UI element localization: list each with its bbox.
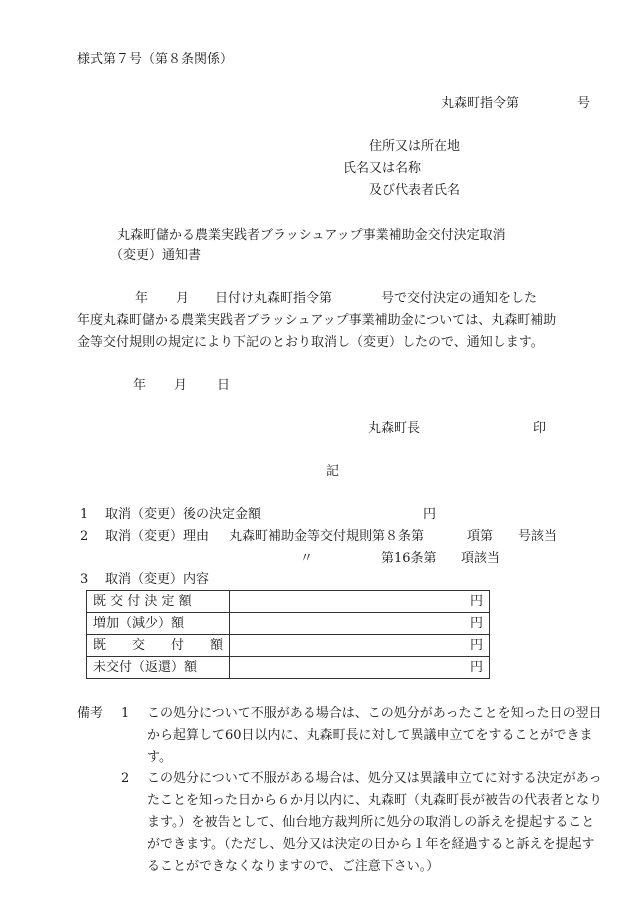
ki-heading: 記: [326, 464, 340, 479]
date-day: 日: [217, 378, 231, 393]
item-label: 取消（変更）内容: [105, 572, 210, 587]
item-number: 3: [80, 572, 89, 587]
body-month: 月: [176, 291, 190, 306]
reason-kou-16: 項該当: [461, 551, 501, 566]
remark-2-number: 2: [121, 771, 130, 786]
reason-rule-16: 第16条第: [381, 551, 437, 566]
document-number-suffix: 号: [577, 96, 591, 111]
table-row: [87, 613, 490, 635]
remark-1-text: この処分について不服がある場合は、この処分があったことを知った日の翌日から起算して60日以内に、丸森町長に対して異議申立てをすることができます。: [147, 706, 602, 765]
recipient-name: 氏名又は名称: [343, 161, 422, 176]
row-label: 既 交 付 額: [87, 635, 230, 657]
body-notice: 号で交付決定の通知をした: [381, 291, 538, 306]
date-year: 年: [133, 378, 147, 393]
item-number: 2: [80, 529, 89, 544]
row-value: 円: [230, 613, 490, 635]
body-year: 年: [135, 291, 149, 306]
body-dated: 日付け丸森町指令第: [215, 291, 333, 306]
item-1: [80, 505, 437, 525]
date-month: 月: [174, 378, 188, 393]
document-number-prefix: 丸森町指令第: [441, 96, 520, 111]
item-2: [80, 527, 558, 547]
row-label: 未交付（返還）額: [87, 657, 230, 679]
ditto-mark: 〃: [300, 551, 314, 566]
remark-2-text: この処分について不服がある場合は、処分又は異議申立てに対する決定があったことを知った日から６か月以内に、丸森町（丸森町長が被告の代表者となります。）を被告として、仙台地方裁判所に処分の取消しの訴えを提起することができます。（ただし、処分又は決定の日から１年を経過すると訴えを提起することができなくなりますので、ご注意下さい。）: [147, 771, 603, 874]
table-row: [87, 657, 490, 679]
remarks-label: 備考: [77, 706, 104, 721]
document-title: 丸森町儲かる農業実践者ブラッシュアップ事業補助金交付決定取消: [117, 228, 506, 243]
item-number: 1: [80, 507, 89, 522]
document-title-sub: （変更）通知書: [110, 248, 202, 263]
row-value: 円: [230, 657, 490, 679]
reason-kou: 項第: [467, 529, 494, 544]
seal-mark: 印: [533, 421, 547, 436]
body-line-2: 年度丸森町儲かる農業実践者ブラッシュアップ事業補助金については、丸森町補助: [77, 313, 557, 328]
row-value: 円: [230, 591, 490, 613]
body-line-3: 金等交付規則の規定により下記のとおり取消し（変更）したので、通知します。: [77, 335, 544, 350]
table-row: [87, 591, 490, 613]
table-row: [87, 635, 490, 657]
item-label: 取消（変更）理由: [105, 529, 210, 544]
amount-table: [86, 590, 490, 679]
row-value: 円: [230, 635, 490, 657]
recipient-representative: 及び代表者氏名: [369, 183, 461, 198]
reason-rule: 丸森町補助金等交付規則第８条第: [229, 529, 425, 544]
item-3: [80, 570, 210, 590]
row-label: 増加（減少）額: [87, 613, 230, 635]
item-label: 取消（変更）後の決定金額: [105, 507, 262, 522]
recipient-address: 住所又は所在地: [369, 139, 461, 154]
issuer-name: 丸森町長: [368, 421, 421, 436]
row-label: 既 交 付 決 定 額: [87, 591, 230, 613]
reason-gou: 号該当: [518, 529, 558, 544]
form-number: 様式第７号（第８条関係）: [77, 52, 234, 67]
remark-1-number: 1: [121, 706, 130, 721]
item-unit: 円: [423, 507, 437, 522]
